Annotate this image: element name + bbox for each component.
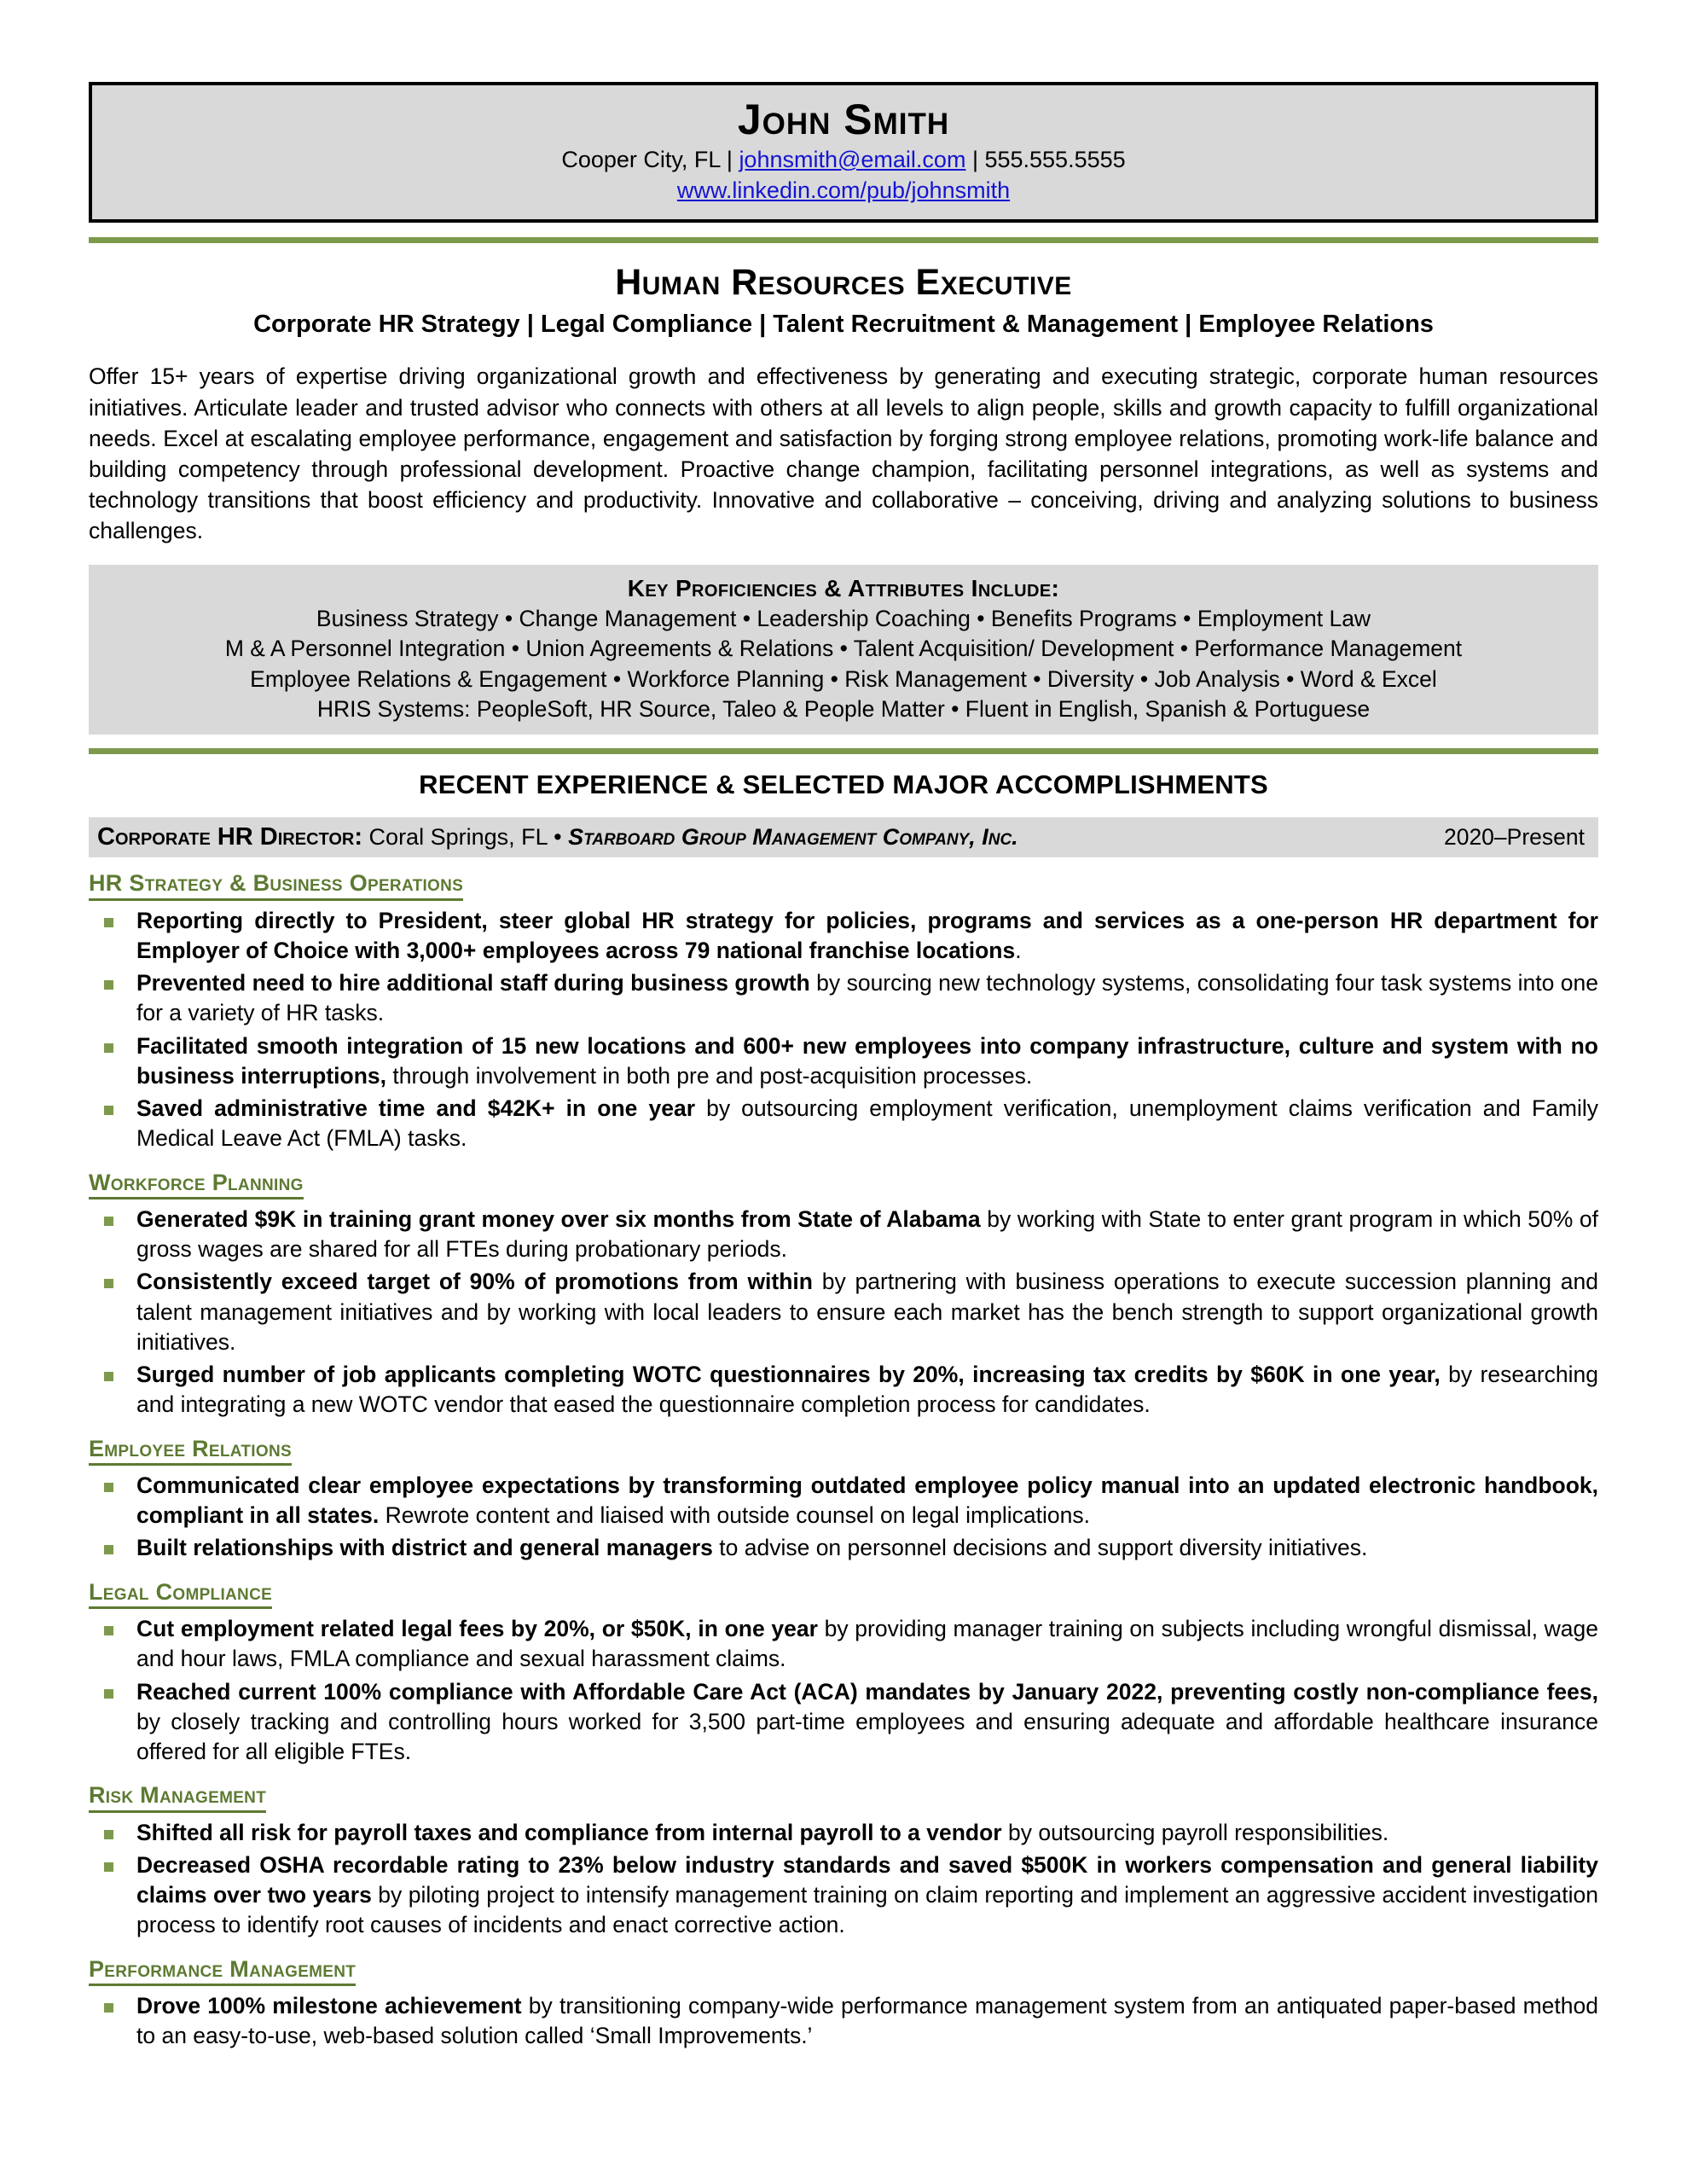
bullet-item (89, 1818, 1598, 1848)
bullet-detail: through involvement in both pre and post-acquisition processes. (386, 1062, 1033, 1089)
subsection-heading: Workforce Planning (89, 1169, 304, 1199)
subsection-heading: Performance Management (89, 1955, 356, 1986)
bullet-detail: by researching and integrating a new WOTC vendor that eased the questionnaire completion process for candidates. (136, 1362, 1598, 1418)
bullet-item (89, 906, 1598, 966)
bullet-lead: Cut employment related legal fees by 20%, or $50K, in one year (136, 1616, 818, 1642)
bullet-detail: by working with State to enter grant program in which 50% of gross wages are shared for all FTEs during probationary periods. (136, 1205, 1598, 1263)
professional-summary: Offer 15+ years of expertise driving organizational growth and effectiveness by generating and executing strategic, corporate human resources initiatives. Articulate leader and trusted advisor who connects with others at all levels to align people, skills and growth capacity to fulfill organizational needs. Excel at escalating employee performance, engagement and satisfaction by forging strong employee relations, promoting work-life balance and building competency through professional development. Proactive change champion, facilitating personnel integrations, as well as systems and technology transitions that boost efficiency and productivity. Innovative and collaborative – conceiving, driving and analyzing solutions to business challenges. (89, 363, 1598, 543)
bullet-item (89, 968, 1598, 1028)
subsection-heading: Risk Management (89, 1781, 266, 1812)
bullet-lead: Shifted all risk for payroll taxes and compliance from internal payroll to a vendor (136, 1819, 1002, 1845)
experience-subsection (89, 1157, 1598, 1420)
experience-subsection (89, 1943, 1598, 2052)
subsection-heading: HR Strategy & Business Operations (89, 869, 463, 900)
candidate-name: John Smith (737, 96, 950, 143)
bullet-list (89, 1818, 1598, 1941)
job-location: Coral Springs, FL • (362, 824, 569, 850)
contact-line-secondary (109, 176, 1578, 206)
linkedin-link[interactable]: www.linkedin.com/pub/johnsmith (676, 177, 1011, 203)
bullet-item (89, 1850, 1598, 1941)
bullet-lead: Saved administrative time and $42K+ in one year (136, 1095, 696, 1122)
bullet-item (89, 1094, 1598, 1153)
job-header-left (97, 822, 1018, 852)
job-target-title: Human Resources Executive (615, 262, 1072, 304)
bullet-detail: by outsourcing employment verification, unemployment claims verification and Family Medical Leave Act (FMLA) tasks. (136, 1095, 1598, 1152)
contact-location: Cooper City, FL (561, 147, 721, 172)
experience-subsection (89, 1769, 1598, 1940)
proficiency-line: M & A Personnel Integration • Union Agreements & Relations • Talent Acquisition/ Development • Performance Management (224, 636, 1463, 662)
bullet-lead: Facilitated smooth integration of 15 new locations and 600+ new employees into company infrastructure, culture and system with no business interruptions, (136, 1032, 1598, 1089)
experience-subsections (89, 857, 1598, 2051)
bullet-detail: by partnering with business operations to execute succession planning and talent management initiatives and by working with local leaders to ensure each market has the bench strength to support organizational growth initiatives. (136, 1269, 1598, 1355)
key-proficiencies-block (89, 565, 1598, 735)
bullet-list (89, 1471, 1598, 1564)
divider-rule-experience (89, 748, 1598, 754)
bullet-item (89, 1677, 1598, 1768)
bullet-item (89, 1267, 1598, 1357)
bullet-lead: Communicated clear employee expectations by transforming outdated employee policy manual into an updated electronic handbook, compliant in all states. (136, 1472, 1598, 1529)
bullet-detail: by piloting project to intensify management training on claim reporting and implement an aggressive accident investigation process to identify root causes of incidents and enact corrective action. (136, 1882, 1598, 1938)
proficiency-line: Employee Relations & Engagement • Workforce Planning • Risk Management • Diversity • Job Analysis • Word & Excel (250, 665, 1437, 692)
experience-section-heading: RECENT EXPERIENCE & SELECTED MAJOR ACCOMPLISHMENTS (419, 770, 1268, 799)
bullet-lead: Built relationships with district and general managers (136, 1535, 713, 1561)
bullet-item (89, 1614, 1598, 1674)
bullet-detail: by providing manager training on subjects including wrongful dismissal, wage and hour laws, FMLA compliance and sexual harassment claims. (136, 1616, 1598, 1672)
job-company: Starboard Group Management Company, Inc. (568, 824, 1018, 850)
experience-subsection (89, 1566, 1598, 1768)
job-header-bar (89, 817, 1598, 857)
email-link[interactable]: johnsmith@email.com (739, 147, 966, 172)
job-dates: 2020–Present (1443, 824, 1585, 850)
bullet-lead: Surged number of job applicants completing WOTC questionnaires by 20%, increasing tax credits by $60K in one year, (136, 1362, 1441, 1388)
subsection-heading: Employee Relations (89, 1435, 292, 1466)
divider-rule-top (89, 237, 1598, 243)
bullet-lead: Drove 100% milestone achievement (136, 1992, 522, 2018)
bullet-lead: Reporting directly to President, steer global HR strategy for policies, programs and services as a one-person HR department for Employer of Choice with 3,000+ employees across 79 national franchise locations (136, 907, 1598, 963)
bullet-list (89, 1205, 1598, 1420)
bullet-list (89, 906, 1598, 1154)
bullet-lead: Consistently exceed target of 90% of promotions from within (136, 1269, 813, 1295)
experience-subsection (89, 857, 1598, 1153)
bullet-detail: . (1015, 937, 1022, 963)
bullet-item (89, 1533, 1598, 1563)
header-block (89, 82, 1598, 223)
key-proficiencies-title: Key Proficiencies & Attributes Include: (627, 574, 1060, 601)
bullet-list (89, 1991, 1598, 2051)
bullet-detail: by closely tracking and controlling hours worked for 3,500 part-time employees and ensuring adequate and affordable healthcare insurance offered for all eligible FTEs. (136, 1708, 1598, 1764)
job-title: Corporate HR Director: (97, 823, 363, 851)
proficiency-line: Business Strategy • Change Management • Leadership Coaching • Benefits Programs • Employment Law (316, 606, 1371, 632)
bullet-detail: by outsourcing payroll responsibilities. (1001, 1819, 1389, 1845)
bullet-lead: Reached current 100% compliance with Affordable Care Act (ACA) mandates by January 2022, preventing costly non-compliance fees, (136, 1678, 1598, 1705)
bullet-lead: Generated $9K in training grant money over six months from State of Alabama (136, 1205, 981, 1232)
job-target-subtitle: Corporate HR Strategy | Legal Compliance | Talent Recruitment & Management | Employee Relations (253, 310, 1434, 338)
contact-separator-2: | (965, 147, 985, 172)
bullet-lead: Prevented need to hire additional staff during business growth (136, 970, 810, 996)
bullet-detail: Rewrote content and liaised with outside counsel on legal implications. (379, 1502, 1090, 1529)
bullet-item (89, 1205, 1598, 1264)
contact-line-primary (109, 145, 1578, 176)
contact-separator-1: | (720, 147, 739, 172)
experience-subsection (89, 1423, 1598, 1564)
bullet-detail: by sourcing new technology systems, consolidating four task systems into one for a variety of HR tasks. (136, 970, 1598, 1026)
bullet-detail: to advise on personnel decisions and support diversity initiatives. (712, 1535, 1368, 1561)
bullet-item (89, 1471, 1598, 1531)
proficiency-line: HRIS Systems: PeopleSoft, HR Source, Taleo & People Matter • Fluent in English, Spanish & Portuguese (316, 695, 1371, 722)
bullet-item (89, 1031, 1598, 1091)
bullet-item (89, 1360, 1598, 1420)
bullet-lead: Decreased OSHA recordable rating to 23% below industry standards and saved $500K in workers compensation and general liability claims over two years (136, 1851, 1598, 1908)
bullet-item (89, 1991, 1598, 2051)
subsection-heading: Legal Compliance (89, 1578, 272, 1609)
contact-phone: 555.555.5555 (984, 147, 1126, 172)
bullet-list (89, 1614, 1598, 1767)
bullet-detail: by transitioning company-wide performance management system from an antiquated paper-based method to an easy-to-use, web-based solution called ‘Small Improvements.’ (136, 1992, 1598, 2049)
